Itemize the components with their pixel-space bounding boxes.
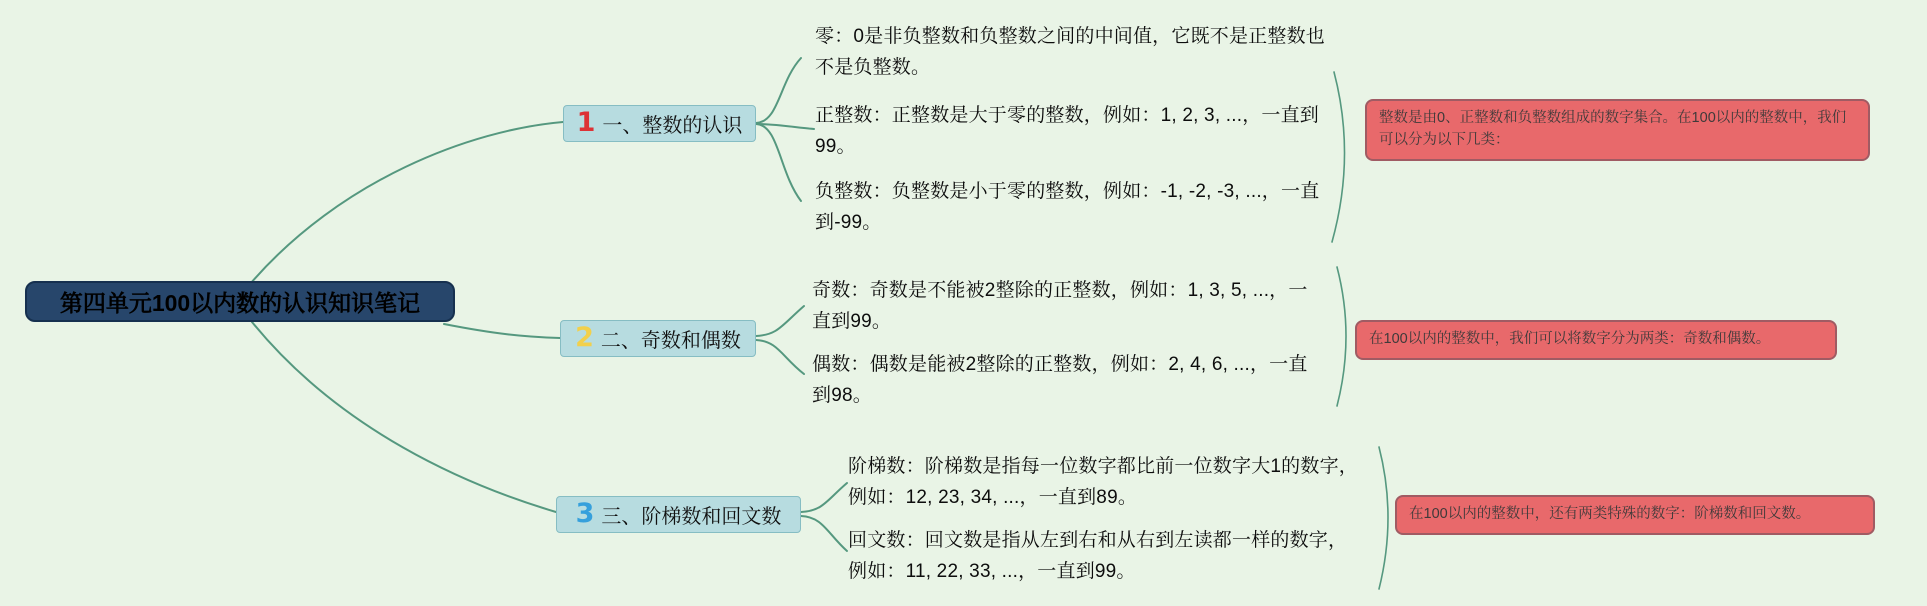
branch-number-2: 2 — [575, 322, 594, 353]
summary-note-odd-even[interactable]: 在100以内的整数中，我们可以将数字分为两类：奇数和偶数。 — [1355, 320, 1837, 360]
topic-item-negative-integers[interactable]: 负整数：负整数是小于零的整数，例如：-1, -2, -3, ...，一直到-99。 — [815, 181, 1320, 233]
branch-label-1: 一、整数的认识 — [602, 115, 743, 137]
bracket-group2 — [1337, 267, 1346, 406]
branch-node-integers[interactable] — [563, 105, 756, 142]
edge-b3-item0 — [801, 483, 847, 512]
topic-item-odd-numbers[interactable]: 奇数：奇数是不能被2整除的正整数，例如：1, 3, 5, ...，一直到99。 — [812, 280, 1308, 332]
summary-note-integers[interactable]: 整数是由0、正整数和负整数组成的数字集合。在100以内的整数中，我们可以分为以下几类： — [1365, 99, 1870, 161]
bracket-group3 — [1379, 447, 1388, 589]
edge-b2-item1 — [756, 340, 804, 374]
topic-item-positive-integers[interactable]: 正整数：正整数是大于零的整数，例如：1, 2, 3, ...，一直到99。 — [815, 105, 1320, 157]
topic-item-stair-numbers[interactable]: 阶梯数：阶梯数是指每一位数字都比前一位数字大1的数字，例如：12, 23, 34, ...，一直到89。 — [848, 456, 1358, 508]
edge-b2-item0 — [756, 306, 804, 336]
branch-number-1: 1 — [576, 107, 596, 138]
edge-b1-item2 — [756, 124, 801, 201]
root-node[interactable]: 第四单元100以内数的认识知识笔记 — [25, 281, 455, 322]
edge-root-branch3 — [252, 322, 556, 512]
branch-label-2: 二、奇数和偶数 — [600, 330, 741, 352]
edge-b3-item1 — [801, 516, 847, 551]
summary-note-stair-palindrome[interactable]: 在100以内的整数中，还有两类特殊的数字：阶梯数和回文数。 — [1395, 495, 1875, 535]
branch-label-3: 三、阶梯数和回文数 — [601, 506, 782, 528]
edge-root-branch1 — [250, 122, 563, 284]
branch-node-stair-palindrome[interactable] — [556, 496, 801, 533]
branch-number-3: 3 — [575, 498, 595, 529]
branch-node-odd-even[interactable] — [560, 320, 756, 357]
bracket-group1 — [1332, 72, 1345, 242]
edge-b1-item0 — [756, 58, 801, 123]
topic-item-zero[interactable]: 零：0是非负整数和负整数之间的中间值，它既不是正整数也不是负整数。 — [815, 26, 1325, 78]
topic-item-even-numbers[interactable]: 偶数：偶数是能被2整除的正整数，例如：2, 4, 6, ...，一直到98。 — [812, 354, 1308, 406]
edge-root-branch2 — [444, 324, 560, 338]
topic-item-palindrome-numbers[interactable]: 回文数：回文数是指从左到右和从右到左读都一样的数字，例如：11, 22, 33, ...，一直到99。 — [848, 530, 1348, 582]
